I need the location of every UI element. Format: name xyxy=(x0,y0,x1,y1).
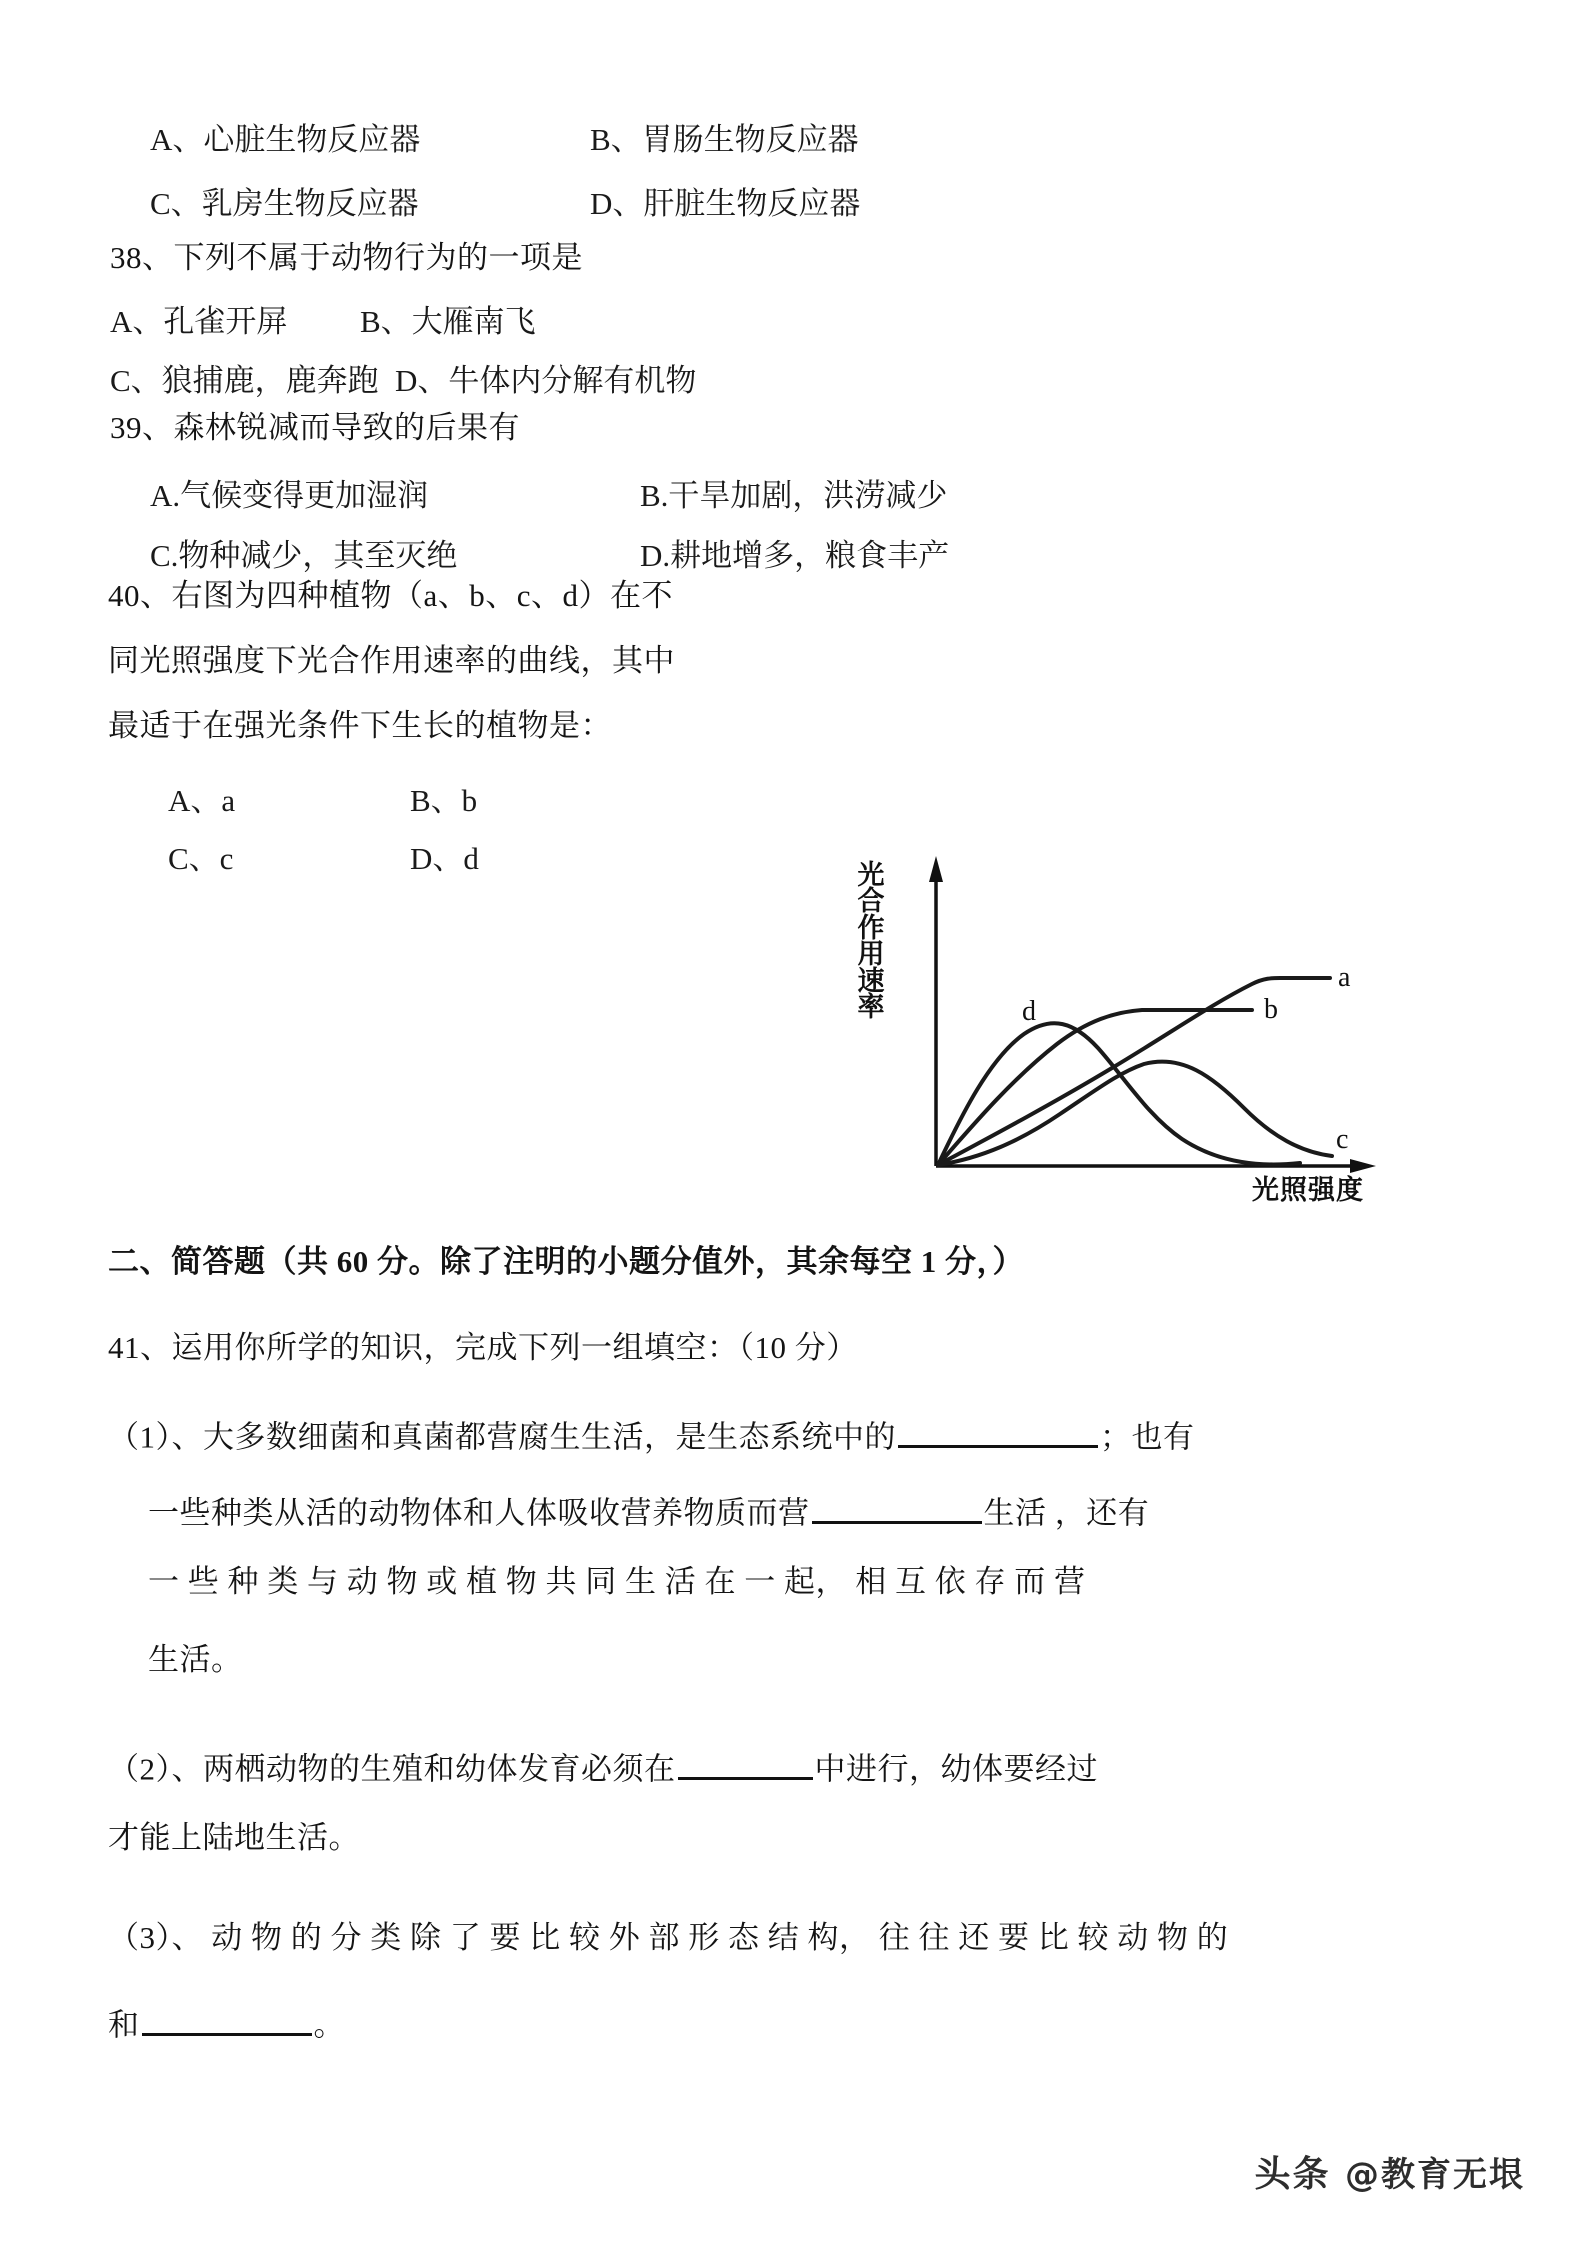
q39-option-a: A.气候变得更加湿润 xyxy=(150,478,429,513)
q41-sub1-text-after-blank: ；也有 xyxy=(1100,1419,1195,1455)
q40-option-d: D、d xyxy=(410,841,479,876)
y-axis-char-3: 作 xyxy=(857,912,885,943)
q40-option-c: C、c xyxy=(168,841,234,876)
q41-sub2-text-before-blank: （2）、两栖动物的生殖和幼体发育必须在 xyxy=(108,1751,676,1787)
y-axis-char-1: 光 xyxy=(857,860,885,890)
q37-option-b: B、胃肠生物反应器 xyxy=(590,122,859,157)
q38-option-row-ab xyxy=(110,296,536,341)
q41-blank-4[interactable] xyxy=(142,2000,312,2036)
y-axis-arrowhead xyxy=(929,856,943,882)
q37-option-d: D、肝脏生物反应器 xyxy=(590,186,861,221)
q41-sub2-text-after-blank: 中进行，幼体要经过 xyxy=(814,1751,1098,1787)
q40-stem-line3: 最适于在强光条件下生长的植物是： xyxy=(108,708,612,743)
curve-label-d: d xyxy=(1022,996,1036,1027)
q41-blank-2[interactable] xyxy=(812,1488,982,1524)
q40-option-a: A、a xyxy=(168,783,236,818)
curve-label-c: c xyxy=(1336,1124,1349,1155)
q40-stem-line1: 40、右图为四种植物（a、b、c、d）在不 xyxy=(108,578,674,613)
q41-sub3-suffix: 。 xyxy=(313,2007,345,2043)
q41-sub3-prefix: 和 xyxy=(108,2007,140,2043)
watermark-brand: 头条 xyxy=(1254,2154,1331,2195)
y-axis-char-4: 用 xyxy=(857,939,885,970)
q41-sub3-line2 xyxy=(108,2000,345,2041)
q38-option-b: B、大雁南飞 xyxy=(360,304,536,339)
y-axis-char-5: 速 xyxy=(857,965,885,996)
section-two-heading: 二、简答题（共 60 分。除了注明的小题分值外，其余每空 1 分，） xyxy=(108,1244,1024,1279)
watermark-handle: @教育无垠 xyxy=(1345,2155,1525,2195)
q41-sub1-line2 xyxy=(148,1488,1149,1529)
q41-sub1-l2-after-blank: 生活 ，还有 xyxy=(983,1495,1150,1531)
curve-series-d xyxy=(938,1023,1300,1165)
q39-option-c: C.物种减少，其至灭绝 xyxy=(150,538,458,573)
chart-plot-area xyxy=(852,836,1412,1211)
y-axis-char-6: 率 xyxy=(857,992,885,1023)
q40-option-b: B、b xyxy=(410,783,478,818)
q39-option-d: D.耕地增多，粮食丰产 xyxy=(640,538,950,573)
q37-option-a: A、心脏生物反应器 xyxy=(150,122,421,157)
curve-label-a: a xyxy=(1338,962,1351,993)
q41-sub1-line3: 一 些 种 类 与 动 物 或 植 物 共 同 生 活 在 一 起， 相 互 依 存 而 营 xyxy=(148,1564,1086,1599)
q38-option-c: C、狼捕鹿，鹿奔跑 xyxy=(110,363,379,398)
chart-x-axis-label: 光照强度 xyxy=(1252,1175,1364,1205)
y-axis-char-2: 合 xyxy=(857,886,885,917)
q38-option-a: A、孔雀开屏 xyxy=(110,304,288,339)
q41-sub1-text-before-blank: （1）、大多数细菌和真菌都营腐生生活，是生态系统中的 xyxy=(108,1419,896,1455)
q41-blank-3[interactable] xyxy=(678,1744,813,1780)
q41-sub1-l2-before-blank: 一些种类从活的动物体和人体吸收营养物质而营 xyxy=(148,1495,810,1531)
q41-sub1-line1 xyxy=(108,1412,1195,1453)
q38-option-row-cd xyxy=(110,355,696,400)
curve-label-b: b xyxy=(1264,994,1278,1025)
chart-y-axis-label xyxy=(854,862,888,1021)
q41-blank-1[interactable] xyxy=(898,1412,1098,1448)
q41-sub2-line1 xyxy=(108,1744,1098,1785)
watermark xyxy=(1254,2146,1525,2197)
q40-option-row-ab xyxy=(168,775,477,820)
curve-series-c xyxy=(938,1062,1332,1165)
q41-sub2-line2: 才能上陆地生活。 xyxy=(108,1820,360,1855)
q39-stem: 39、森林锐减而导致的后果有 xyxy=(110,410,520,445)
q37-option-row-ab xyxy=(150,114,859,159)
q38-option-d: D、牛体内分解有机物 xyxy=(395,363,697,398)
q37-option-row-cd xyxy=(150,178,860,223)
q41-sub1-line4: 生活。 xyxy=(148,1642,243,1677)
photosynthesis-curve-figure xyxy=(852,836,1412,1211)
q39-option-row-ab xyxy=(150,470,947,515)
q40-option-row-cd xyxy=(168,833,479,878)
q39-option-row-cd xyxy=(150,530,949,575)
q41-sub3-line1: （3）、 动 物 的 分 类 除 了 要 比 较 外 部 形 态 结 构， 往 往 还 要 比 较 动 物 的 xyxy=(108,1920,1229,1955)
q40-stem-line2: 同光照强度下光合作用速率的曲线，其中 xyxy=(108,643,675,678)
q37-option-c: C、乳房生物反应器 xyxy=(150,186,419,221)
q39-option-b: B.干旱加剧，洪涝减少 xyxy=(640,478,948,513)
q41-stem: 41、运用你所学的知识，完成下列一组填空：（10 分） xyxy=(108,1330,858,1365)
q38-stem: 38、下列不属于动物行为的一项是 xyxy=(110,240,583,275)
